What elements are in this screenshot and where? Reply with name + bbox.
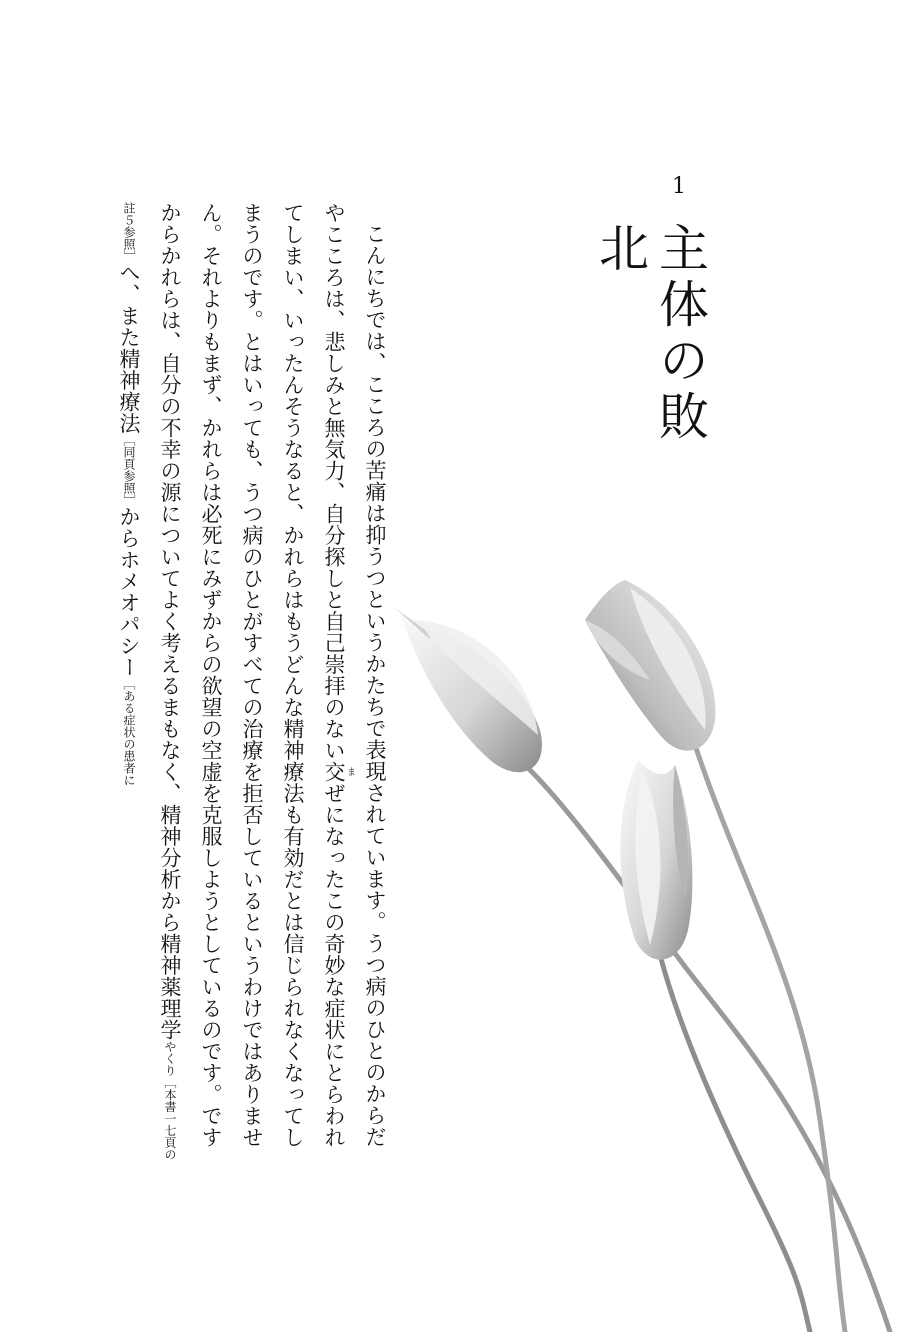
body-segment-4: からホメオパシー [117, 506, 141, 678]
ruby-word [322, 761, 355, 783]
stem-middle [660, 955, 810, 1332]
chapter-number: 1 [672, 174, 686, 199]
body-paragraph [108, 202, 395, 1162]
chapter-title: 主体の敗北 [591, 222, 709, 446]
body-segment-3: へ、また精神療法 [117, 262, 141, 434]
body-text [100, 202, 395, 1162]
body-segment-2: ぜになったこの奇妙な症状にとらわれてしまい、いったんそうなると、かれらはもうどんな精神療法も有効だとは信じられなくなってしまうのです。とはいっても、うつ病のひとがすべての治療を拒否しているというわけではありません。それよりもまず、かれらは必死にみずからの欲望の空虚を克服しようとしているのです。ですからかれらは、自分の不幸の源についてよく考えるまもなく、精神分析から精神薬理学 [158, 202, 346, 1148]
tulip-left [395, 608, 542, 772]
ruby-reading: ま [345, 761, 355, 783]
ruby-base: 交 [322, 761, 346, 783]
ruby-reading-2: やくり [163, 1040, 177, 1077]
annotation-note-3: ［ある症状の患者に [122, 678, 136, 786]
stem-right [695, 745, 845, 1332]
tulip-illustration [380, 560, 900, 1332]
annotation-note-1: ［本書一七頁の註５参照］ [122, 202, 177, 1161]
tulip-middle [620, 760, 692, 960]
tulip-right [585, 580, 715, 751]
body-segment-1: こんにちでは、こころの苦痛は抑うつというかたちで表現されています。うつ病のひとのからだやこころは、悲しみと無気力、自分探しと自己崇拝のない [322, 202, 387, 1148]
annotation-note-2: ［同頁参照］ [122, 434, 136, 506]
